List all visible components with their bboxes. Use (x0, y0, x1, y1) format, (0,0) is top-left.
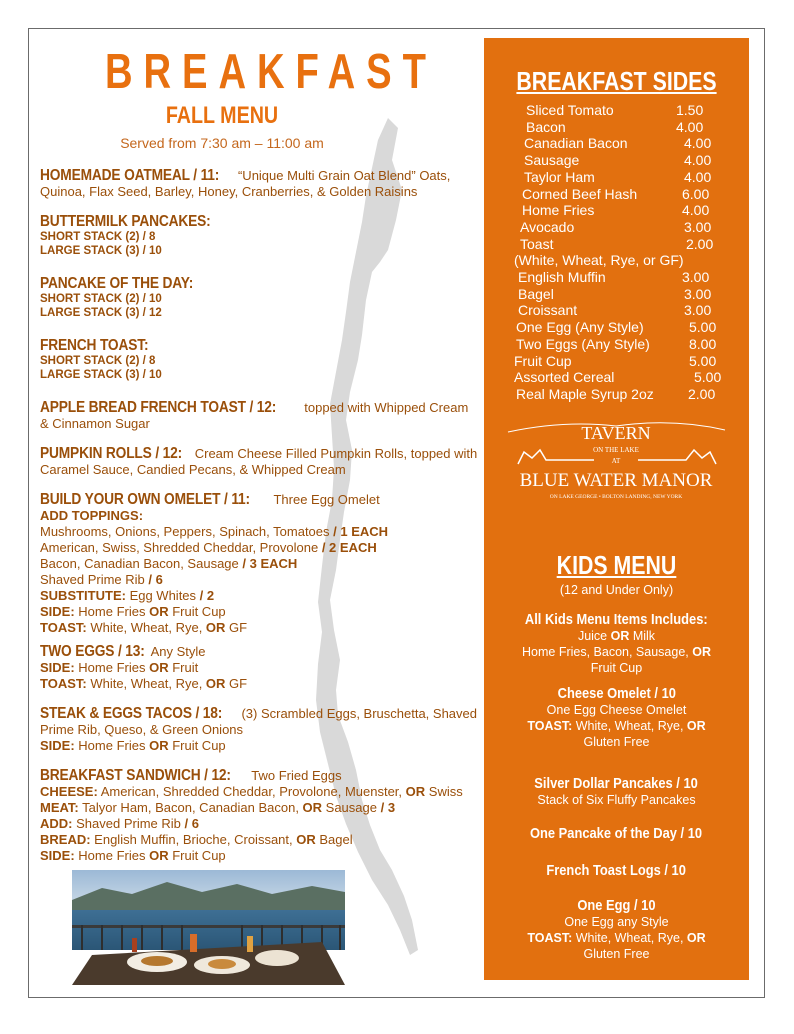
toast-value: White, Wheat, Rye, (86, 676, 206, 691)
meat-price: / 3 (376, 800, 396, 815)
menu-item-buttermilk-pancakes (40, 214, 480, 258)
or-text: OR (149, 660, 169, 675)
page-subtitle: FALL MENU (165, 102, 279, 129)
cheese-value: American, Shredded Cheddar, Provolone, Muenster, (97, 784, 406, 799)
side-item-price: 4.00 (684, 135, 712, 152)
menu-item-option: LARGE STACK (3) / 12 (40, 307, 162, 319)
side-item-price: 3.00 (684, 302, 712, 319)
cheese-label: CHEESE: (40, 784, 98, 799)
logo-line-3: AT (611, 457, 621, 465)
meat-value: Talyor Ham, Bacon, Canadian Bacon, (78, 800, 303, 815)
menu-item-description: Cream Cheese Filled Pumpkin Rolls, topped with Caramel Sauce, Candied Pecans, & Whipped Cream (40, 446, 478, 477)
menu-item-heading: PANCAKE OF THE DAY: (40, 275, 194, 292)
menu-item-apple-bread-french-toast (40, 400, 480, 432)
kids-includes-heading: All Kids Menu Items Includes: (525, 611, 708, 628)
side-item-price: 1.50 (676, 102, 704, 118)
add-label: ADD: (40, 816, 73, 831)
kids-sides: Home Fries, Bacon, Sausage, (522, 645, 693, 659)
topping-price: / 2 EACH (318, 540, 377, 555)
side-item-name: Home Fries (522, 202, 595, 219)
side-value: Home Fries (74, 848, 150, 863)
toast-value: White, Wheat, Rye, (572, 931, 687, 945)
menu-item-heading: BUTTERMILK PANCAKES: (40, 213, 211, 230)
toppings-label: ADD TOPPINGS: (40, 508, 144, 523)
side-item-price: 8.00 (689, 335, 717, 352)
kids-item-cheese-omelet (484, 686, 749, 750)
menu-item-heading: BUILD YOUR OWN OMELET / 11: (40, 491, 250, 508)
side-item-name: English Muffin (518, 269, 606, 285)
side-item-name: One Egg (Any Style) (516, 319, 644, 336)
or-text: OR (686, 719, 706, 733)
cheese-value: Swiss (425, 784, 463, 799)
side-item-name: Avocado (520, 218, 575, 235)
side-item-name: Sliced Tomato (526, 102, 614, 118)
menu-item-option: SHORT STACK (2) / 8 (40, 355, 156, 367)
side-item-price: 4.00 (682, 202, 710, 219)
menu-item-breakfast-sandwich (40, 768, 480, 864)
side-value: Fruit Cup (168, 738, 226, 753)
kids-item-heading: Cheese Omelet / 10 (557, 685, 676, 702)
menu-item-description: “Unique Multi Grain Oat Blend” Oats, Quinoa, Flax Seed, Barley, Honey, Cranberries, & Golden Raisins (40, 168, 451, 199)
menu-item-heading: FRENCH TOAST: (40, 337, 149, 354)
side-item-name: Taylor Ham (524, 168, 595, 185)
or-text: OR (405, 784, 426, 799)
menu-item-description: topped with Whipped Cream & Cinnamon Sugar (40, 400, 469, 431)
toast-value: GF (225, 676, 248, 691)
or-text: OR (205, 676, 226, 691)
kids-drink: Milk (629, 629, 656, 643)
menu-item-two-eggs (40, 644, 480, 692)
side-value: Fruit (168, 660, 199, 675)
kids-title: KIDS MENU (556, 550, 677, 580)
topping-line: Mushrooms, Onions, Peppers, Spinach, Tomatoes (40, 524, 330, 539)
side-item-name: Assorted Cereal (514, 369, 615, 386)
or-text: OR (205, 620, 226, 635)
bread-value: English Muffin, Brioche, Croissant, (90, 832, 297, 847)
logo-line-4: BLUE WATER MANOR (519, 470, 713, 491)
substitute-value: Egg Whites (125, 588, 197, 603)
topping-price: / 3 EACH (238, 556, 298, 571)
meat-label: MEAT: (40, 800, 79, 815)
kids-item-heading: French Toast Logs / 10 (546, 862, 687, 879)
served-hours: Served from 7:30 am – 11:00 am (120, 135, 324, 151)
side-item-name: Real Maple Syrup 2oz (516, 385, 654, 402)
kids-item-silver-dollar (484, 776, 749, 808)
side-item-price: 5.00 (689, 319, 717, 336)
side-item-price: 4.00 (684, 168, 712, 185)
kids-item-heading: One Pancake of the Day / 10 (530, 825, 703, 842)
topping-price: / 6 (144, 572, 163, 587)
toast-label: TOAST: (40, 620, 87, 635)
side-item-name: Corned Beef Hash (522, 185, 638, 202)
menu-item-french-toast (40, 338, 480, 382)
sidebar-panel (484, 38, 749, 980)
or-text: OR (296, 832, 316, 847)
bread-label: BREAD: (40, 832, 91, 847)
tavern-logo (504, 412, 729, 517)
logo-line-5: ON LAKE GEORGE • BOLTON LANDING, NEW YORK (549, 494, 683, 500)
meat-value: Sausage (322, 800, 377, 815)
page-title: BREAKFAST (105, 45, 437, 99)
bread-value: Bagel (315, 832, 353, 847)
menu-item-description: Two Fried Eggs (247, 768, 342, 783)
toast-value: Gluten Free (583, 947, 650, 961)
sides-title: BREAKFAST SIDES (516, 66, 717, 96)
side-item-price: 3.00 (684, 285, 712, 302)
kids-item-heading: One Egg / 10 (577, 897, 656, 914)
kids-item-pancake-of-day (484, 826, 749, 842)
topping-price: / 1 EACH (329, 524, 389, 539)
menu-item-description: Three Egg Omelet (270, 492, 380, 507)
toast-label: TOAST: (40, 676, 87, 691)
menu-item-build-your-own-omelet (40, 492, 480, 636)
side-item-name: Canadian Bacon (524, 135, 628, 152)
menu-item-heading: PUMPKIN ROLLS / 12: (40, 445, 182, 462)
menu-item-option: SHORT STACK (2) / 10 (40, 293, 162, 305)
side-item-name: Toast (520, 235, 554, 252)
menu-item-option: SHORT STACK (2) / 8 (40, 231, 156, 243)
logo-line-2: ON THE LAKE (593, 446, 639, 454)
toast-value: Gluten Free (583, 735, 650, 749)
side-label: SIDE: (40, 738, 75, 753)
kids-item-one-egg (484, 898, 749, 962)
topping-line: Shaved Prime Rib (40, 572, 145, 587)
side-item-name: Croissant (518, 302, 578, 319)
side-value: Home Fries (74, 660, 150, 675)
side-item-name: Two Eggs (Any Style) (516, 335, 650, 352)
side-item-price: 5.00 (694, 369, 722, 386)
or-text: OR (686, 931, 706, 945)
toast-label: TOAST: (527, 931, 573, 945)
toast-value: White, Wheat, Rye, (86, 620, 206, 635)
menu-item-description: (3) Scrambled Eggs, Bruschetta, Shaved Prime Rib, Queso, & Green Onions (40, 706, 478, 737)
kids-item-heading: Silver Dollar Pancakes / 10 (534, 775, 699, 792)
side-item-price: 5.00 (689, 352, 717, 369)
toast-label: TOAST: (527, 719, 573, 733)
side-label: SIDE: (40, 848, 75, 863)
menu-item-steak-eggs-tacos (40, 706, 480, 754)
side-value: Fruit Cup (168, 604, 226, 619)
kids-drink: Juice (577, 629, 611, 643)
logo-line-1: TAVERN (581, 423, 651, 443)
side-item-price: 2.00 (686, 235, 714, 252)
menu-item-option: LARGE STACK (3) / 10 (40, 245, 162, 257)
kids-item-description: One Egg any Style (564, 915, 669, 929)
kids-item-description: Stack of Six Fluffy Pancakes (537, 793, 696, 807)
kids-sides: Fruit Cup (590, 661, 643, 675)
toast-value: GF (225, 620, 248, 635)
menu-item-oatmeal (40, 168, 480, 200)
side-value: Home Fries (74, 604, 150, 619)
side-value: Home Fries (74, 738, 150, 753)
side-item-name: Fruit Cup (514, 352, 572, 369)
side-item-name: Bacon (526, 118, 566, 135)
or-text: OR (149, 738, 169, 753)
menu-item-pancake-of-the-day (40, 276, 480, 320)
menu-item-pumpkin-rolls (40, 446, 480, 478)
or-text: OR (302, 800, 323, 815)
add-value: Shaved Prime Rib (72, 816, 181, 831)
or-text: OR (149, 848, 169, 863)
or-text: OR (610, 629, 630, 643)
topping-line: American, Swiss, Shredded Cheddar, Provolone (40, 540, 319, 555)
menu-item-description: Any Style (147, 644, 206, 659)
menu-item-heading: STEAK & EGGS TACOS / 18: (40, 705, 223, 722)
substitute-label: SUBSTITUTE: (40, 588, 126, 603)
side-item-name: (White, Wheat, Rye, or GF) (514, 252, 684, 269)
side-item-price: 4.00 (684, 152, 712, 169)
side-item-name: Bagel (518, 285, 554, 302)
menu-item-option: LARGE STACK (3) / 10 (40, 369, 162, 381)
kids-item-french-toast-logs (484, 863, 749, 879)
kids-item-description: One Egg Cheese Omelet (546, 703, 687, 717)
topping-line: Bacon, Canadian Bacon, Sausage (40, 556, 239, 571)
side-item-name: Sausage (524, 152, 580, 169)
side-item-price: 3.00 (682, 269, 710, 285)
side-item-price: 3.00 (684, 218, 712, 235)
side-label: SIDE: (40, 604, 75, 619)
side-value: Fruit Cup (168, 848, 226, 863)
menu-item-heading: TWO EGGS / 13: (40, 643, 145, 660)
menu-item-heading: BREAKFAST SANDWICH / 12: (40, 767, 231, 784)
kids-includes (484, 612, 749, 676)
restaurant-photo (72, 870, 345, 985)
add-price: / 6 (180, 816, 199, 831)
substitute-price: / 2 (196, 588, 215, 603)
menu-item-heading: APPLE BREAD FRENCH TOAST / 12: (40, 399, 277, 416)
kids-age: (12 and Under Only) (559, 583, 674, 597)
side-label: SIDE: (40, 660, 75, 675)
menu-item-heading: HOMEMADE OATMEAL / 11: (40, 167, 220, 184)
side-item-price: 4.00 (676, 118, 704, 135)
or-text: OR (149, 604, 169, 619)
side-item-price: 2.00 (688, 385, 716, 402)
toast-value: White, Wheat, Rye, (572, 719, 687, 733)
side-item-price: 6.00 (682, 185, 710, 202)
or-text: OR (692, 645, 711, 659)
